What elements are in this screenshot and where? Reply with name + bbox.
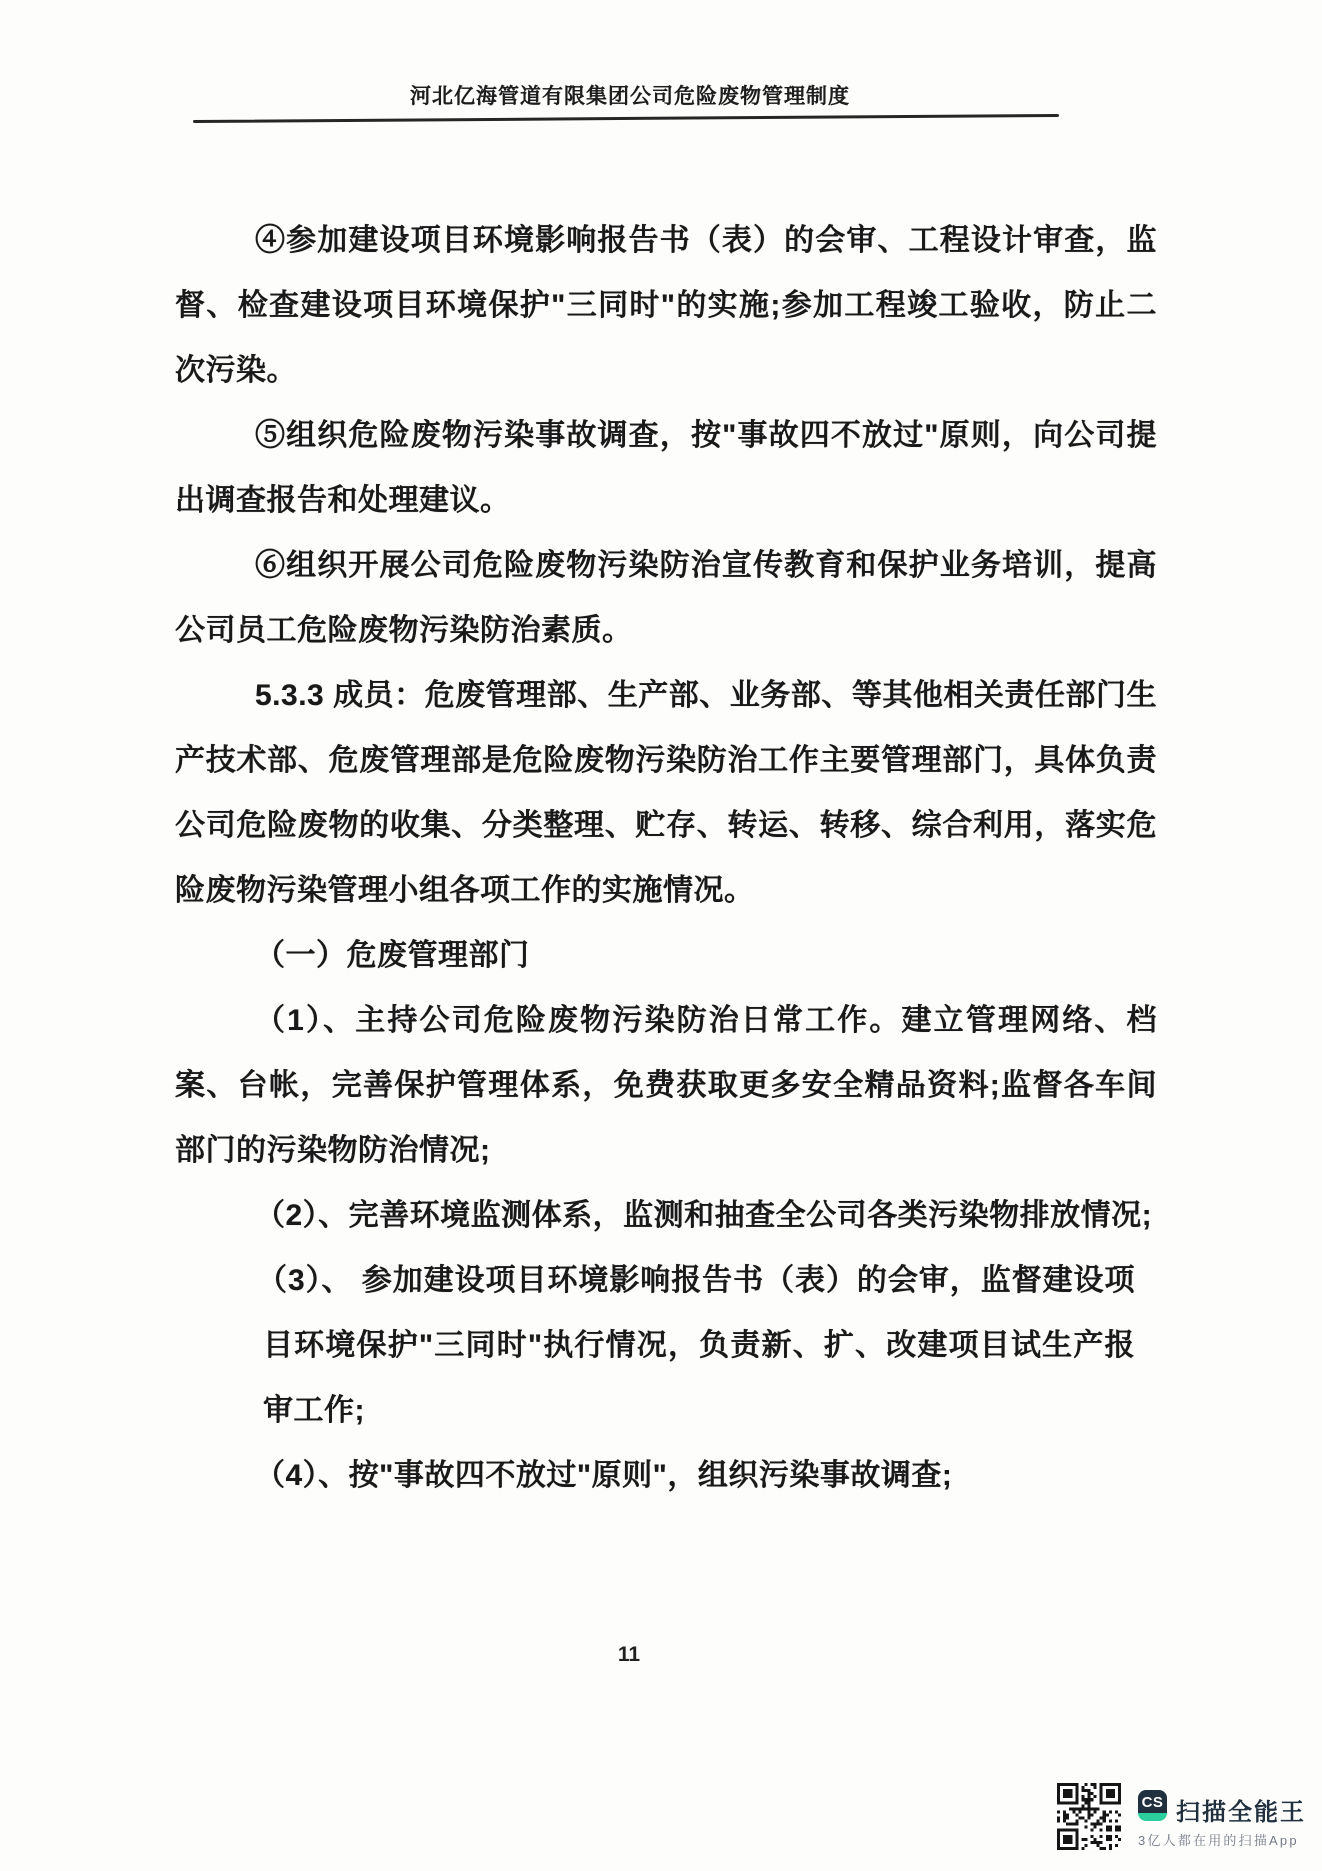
paragraph-duty-4: （4）、按"事故四不放过"原则"，组织污染事故调查; xyxy=(255,1459,953,1492)
paragraph-section-1-heading: （一）危废管理部门 xyxy=(255,939,530,972)
camscanner-tagline: 3亿人都在用的扫描App xyxy=(1138,1833,1299,1848)
camscanner-logo-icon: CS xyxy=(1138,1790,1167,1821)
paragraph-item-4: ④参加建设项目环境影响报告书（表）的会审、工程设计审查，监督、检查建设项目环境保护"三同时"的实施;参加工程竣工验收，防止二次污染。 xyxy=(175,224,1157,387)
document-body xyxy=(175,208,1157,1508)
document-header-title: 河北亿海管道有限集团公司危险废物管理制度 xyxy=(410,85,850,108)
paragraph-duty-3: （3）、 参加建设项目环境影响报告书（表）的会审，监督建设项目环境保护"三同时"执行情况，负责新、扩、改建项目试生产报审工作; xyxy=(257,1264,1135,1427)
paragraph-item-6: ⑥组织开展公司危险废物污染防治宣传教育和保护业务培训，提高公司员工危险废物污染防治素质。 xyxy=(175,549,1157,647)
camscanner-app-name: 扫描全能王 xyxy=(1176,1799,1306,1826)
page-number: 11 xyxy=(617,1643,641,1666)
paragraph-duty-1: （1）、主持公司危险废物污染防治日常工作。建立管理网络、档案、台帐，完善保护管理体系，免费获取更多安全精品资料;监督各车间部门的污染物防治情况; xyxy=(175,1004,1157,1167)
paragraph-item-5: ⑤组织危险废物污染事故调查，按"事故四不放过"原则，向公司提出调查报告和处理建议。 xyxy=(175,419,1157,517)
paragraph-duty-2: （2）、完善环境监测体系，监测和抽查全公司各类污染物排放情况; xyxy=(255,1199,1153,1232)
qr-code-icon xyxy=(1057,1783,1121,1850)
header-divider-line xyxy=(193,114,1059,123)
scanner-watermark xyxy=(1057,1783,1306,1853)
paragraph-5-3-3-members: 5.3.3 成员：危废管理部、生产部、业务部、等其他相关责任部门生产技术部、危废管理部是危险废物污染防治工作主要管理部门，具体负责公司危险废物的收集、分类整理、贮存、转运、转移、综合利用，落实危险废物污染管理小组各项工作的实施情况。 xyxy=(175,679,1157,907)
